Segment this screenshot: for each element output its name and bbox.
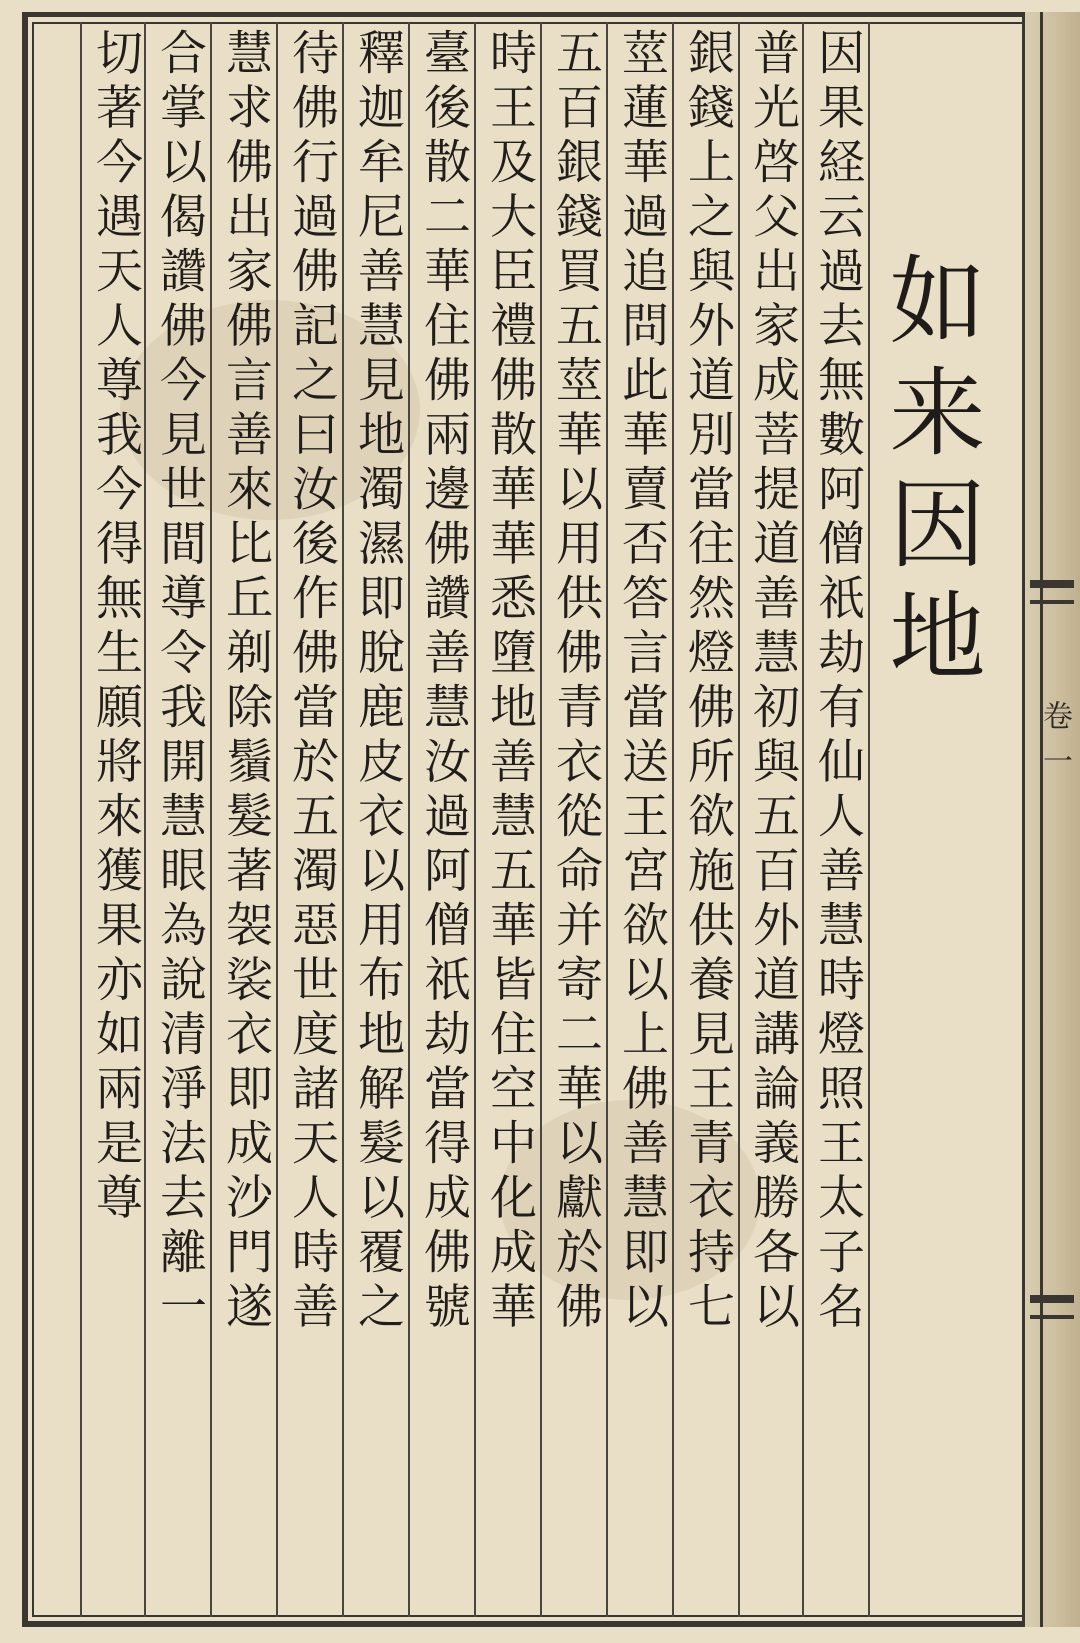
text-column: 臺後散二華住佛兩邊佛讚善慧汝過阿僧祇劫當得成佛號 — [416, 28, 471, 1336]
page-title: 如来因地 — [874, 250, 986, 698]
column-divider — [474, 22, 476, 1617]
text-column: 五百銀錢買五莖華以用供佛青衣從命并寄二華以獻於佛 — [548, 28, 603, 1336]
text-column: 時王及大臣禮佛散華華悉墮地善慧五華皆住空中化成華 — [482, 28, 537, 1336]
margin-glyph: 一 — [1037, 745, 1072, 775]
text-column: 因果経云過去無數阿僧祇劫有仙人善慧時燈照王太子名 — [810, 28, 865, 1336]
text-column: 釋迦牟尼善慧見地濁濕即脫鹿皮衣以用布地解髮以覆之 — [350, 28, 405, 1336]
text-column: 待佛行過佛記之曰汝後作佛當於五濁惡世度諸天人時善 — [284, 28, 339, 1336]
column-divider — [210, 22, 212, 1617]
text-column: 莖蓮華過追問此華賣否答言當送王宮欲以上佛善慧即以 — [614, 28, 669, 1336]
fishtail-mark — [1030, 580, 1074, 588]
column-divider — [868, 22, 870, 1617]
column-divider — [672, 22, 674, 1617]
gutter-line — [1022, 12, 1025, 1627]
margin-glyph: 卷 — [1037, 700, 1072, 730]
text-column: 慧求佛出家佛言善來比丘剃除鬚髮著袈裟衣即成沙門遂 — [218, 28, 273, 1336]
column-divider — [80, 22, 82, 1617]
fishtail-mark — [1030, 1295, 1074, 1303]
text-column: 普光啓父出家成菩提道善慧初與五百外道講論義勝各以 — [745, 28, 800, 1336]
column-divider — [342, 22, 344, 1617]
column-divider — [606, 22, 608, 1617]
column-divider — [276, 22, 278, 1617]
column-divider — [540, 22, 542, 1617]
fishtail-mark — [1030, 600, 1074, 604]
gutter-line — [1040, 12, 1043, 1627]
binding-gutter — [1022, 12, 1080, 1627]
fishtail-mark — [1030, 1315, 1074, 1319]
column-divider — [738, 22, 740, 1617]
text-column: 合掌以偈讚佛今見世間導令我開慧眼為說清淨法去離一 — [152, 28, 207, 1336]
column-divider — [408, 22, 410, 1617]
text-column: 切著今遇天人尊我今得無生願將來獲果亦如兩是尊 — [88, 28, 143, 1227]
text-column: 銀錢上之與外道別當往然燈佛所欲施供養見王青衣持七 — [680, 28, 735, 1336]
